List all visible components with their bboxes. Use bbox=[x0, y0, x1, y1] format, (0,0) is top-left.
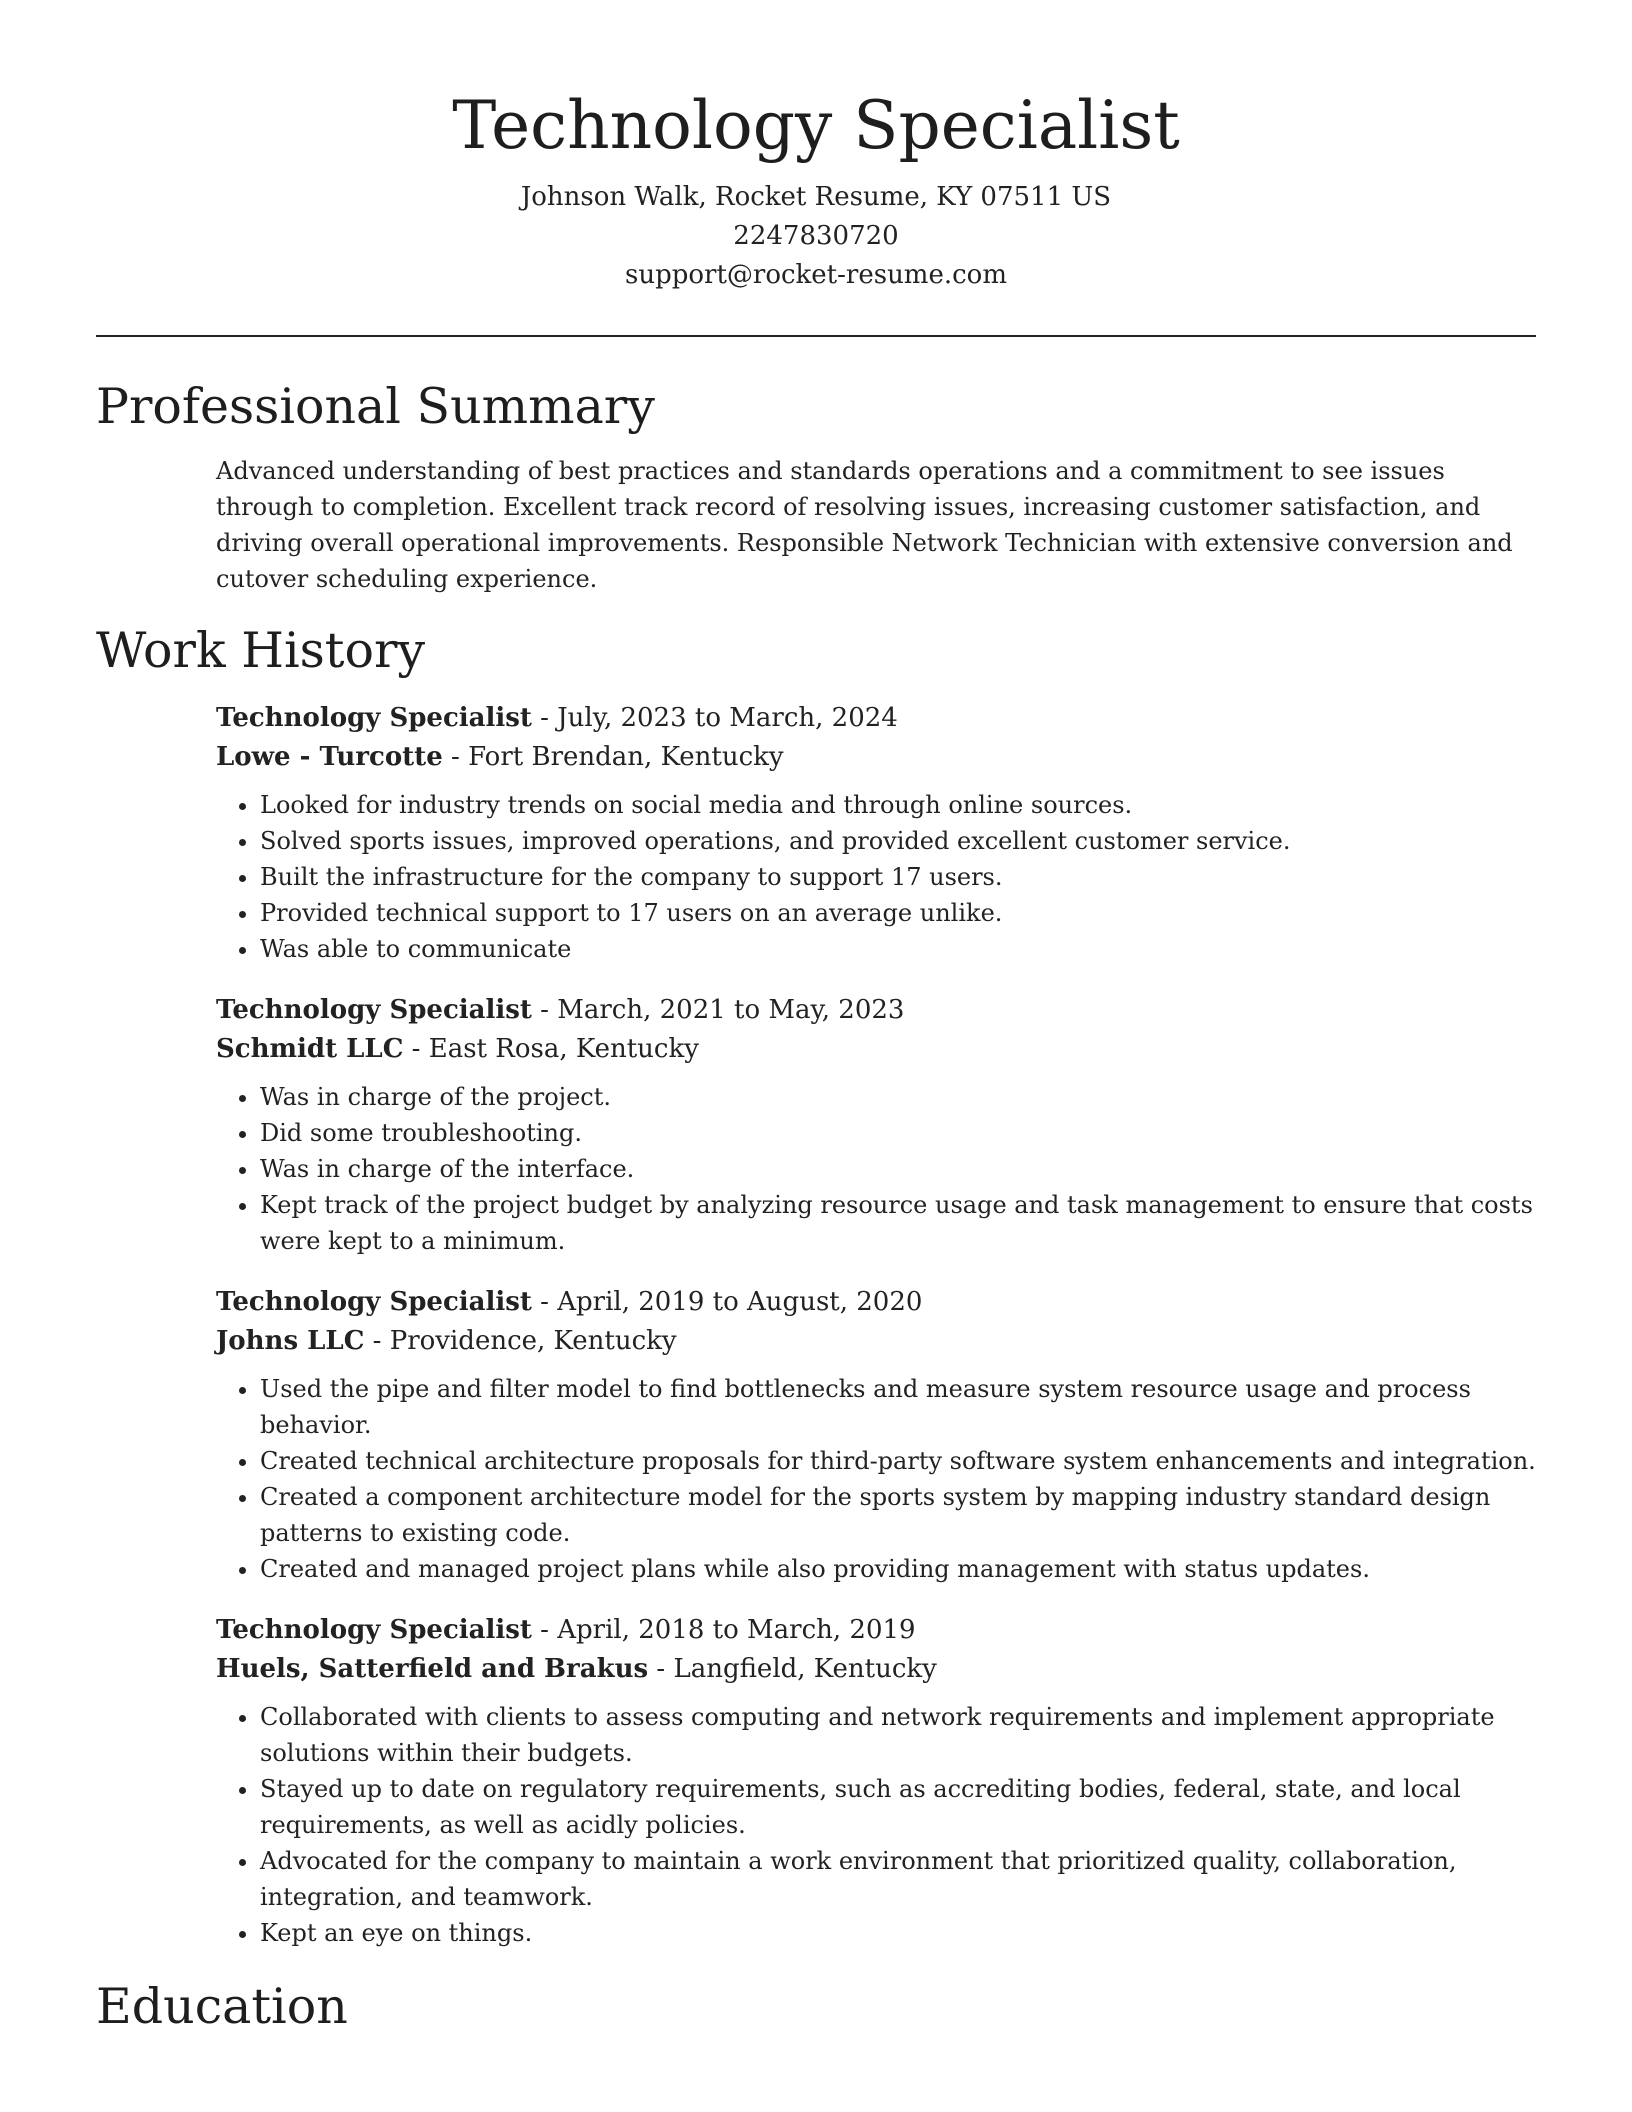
work-history-title: Work History bbox=[96, 622, 426, 679]
job-bullet: • Kept an eye on things. bbox=[260, 1915, 1536, 1951]
job-role: Technology Specialist bbox=[216, 995, 532, 1025]
job-location: - East Rosa, Kentucky bbox=[403, 1034, 699, 1064]
job-dates: - July, 2023 to March, 2024 bbox=[531, 703, 898, 733]
resume-page bbox=[96, 0, 1536, 2039]
job-bullet: • Advocated for the company to maintain a work environment that prioritized quality, collaboration, integration, and teamwork. bbox=[260, 1843, 1536, 1915]
job-dates: - April, 2018 to March, 2019 bbox=[531, 1615, 916, 1645]
resume-name: Technology Specialist bbox=[452, 87, 1180, 164]
job-title-line bbox=[216, 699, 1536, 738]
job-location: - Providence, Kentucky bbox=[364, 1326, 677, 1356]
job-bullet: • Kept track of the project budget by analyzing resource usage and task management to ensure that costs were kept to a minimum. bbox=[260, 1187, 1536, 1259]
job-bullet: • Stayed up to date on regulatory requirements, such as accrediting bodies, federal, state, and local requirements, as well as acidly policies. bbox=[260, 1771, 1536, 1843]
job-entry bbox=[216, 699, 1536, 967]
job-title-line bbox=[216, 1283, 1536, 1322]
job-bullet-list bbox=[216, 1699, 1536, 1951]
contact-phone: 2247830720 bbox=[733, 221, 899, 251]
header-divider bbox=[96, 335, 1536, 337]
job-entry bbox=[216, 991, 1536, 1259]
job-title-line bbox=[216, 1611, 1536, 1650]
job-bullet: • Created and managed project plans while also providing management with status updates. bbox=[260, 1551, 1536, 1587]
contact-address: Johnson Walk, Rocket Resume, KY 07511 US bbox=[520, 182, 1112, 212]
job-bullet: • Looked for industry trends on social media and through online sources. bbox=[260, 787, 1536, 823]
job-dates: - March, 2021 to May, 2023 bbox=[531, 995, 905, 1025]
contact-info bbox=[96, 178, 1536, 295]
work-history-section bbox=[96, 619, 1536, 1951]
job-location: - Fort Brendan, Kentucky bbox=[442, 742, 784, 772]
education-section bbox=[96, 1975, 1536, 2039]
job-entry bbox=[216, 1611, 1536, 1951]
job-company-line bbox=[216, 1322, 1536, 1361]
summary-title: Professional Summary bbox=[96, 378, 655, 435]
job-company: Lowe - Turcotte bbox=[216, 742, 443, 772]
job-bullet-list bbox=[216, 1371, 1536, 1587]
job-location: - Langfield, Kentucky bbox=[648, 1654, 937, 1684]
resume-header bbox=[96, 0, 1536, 295]
contact-email: support@rocket-resume.com bbox=[624, 260, 1007, 290]
job-bullet-list bbox=[216, 1079, 1536, 1259]
job-company: Johns LLC bbox=[216, 1326, 365, 1356]
summary-section bbox=[96, 375, 1536, 597]
job-bullet: • Was in charge of the project. bbox=[260, 1079, 1536, 1115]
job-bullet: • Did some troubleshooting. bbox=[260, 1115, 1536, 1151]
job-bullet: • Collaborated with clients to assess computing and network requirements and implement appropriate solutions within their budgets. bbox=[260, 1699, 1536, 1771]
job-company-line bbox=[216, 1030, 1536, 1069]
job-company-line bbox=[216, 1650, 1536, 1689]
job-role: Technology Specialist bbox=[216, 1615, 532, 1645]
job-bullet: • Was able to communicate bbox=[260, 931, 1536, 967]
job-bullet: • Used the pipe and filter model to find bottlenecks and measure system resource usage and process behavior. bbox=[260, 1371, 1536, 1443]
job-dates: - April, 2019 to August, 2020 bbox=[531, 1287, 923, 1317]
job-entry bbox=[216, 1283, 1536, 1587]
job-role: Technology Specialist bbox=[216, 703, 532, 733]
job-bullet: • Created technical architecture proposals for third-party software system enhancements and integration. bbox=[260, 1443, 1536, 1479]
education-title: Education bbox=[96, 1978, 348, 2035]
job-bullet-list bbox=[216, 787, 1536, 967]
job-role: Technology Specialist bbox=[216, 1287, 532, 1317]
job-bullet: • Created a component architecture model for the sports system by mapping industry standard design patterns to existing code. bbox=[260, 1479, 1536, 1551]
job-bullet: • Solved sports issues, improved operations, and provided excellent customer service. bbox=[260, 823, 1536, 859]
job-bullet: • Provided technical support to 17 users on an average unlike. bbox=[260, 895, 1536, 931]
job-company: Schmidt LLC bbox=[216, 1034, 404, 1064]
job-company-line bbox=[216, 738, 1536, 777]
job-bullet: • Was in charge of the interface. bbox=[260, 1151, 1536, 1187]
job-title-line bbox=[216, 991, 1536, 1030]
job-bullet: • Built the infrastructure for the company to support 17 users. bbox=[260, 859, 1536, 895]
summary-text: Advanced understanding of best practices and standards operations and a commitment to see issues through to completion. Excellent track record of resolving issues, increasing customer satisfaction, and driving overall operational improvements. Responsible Network Technician with extensive conversion and cutover scheduling experience. bbox=[216, 457, 1513, 593]
job-company: Huels, Satterfield and Brakus bbox=[216, 1654, 649, 1684]
